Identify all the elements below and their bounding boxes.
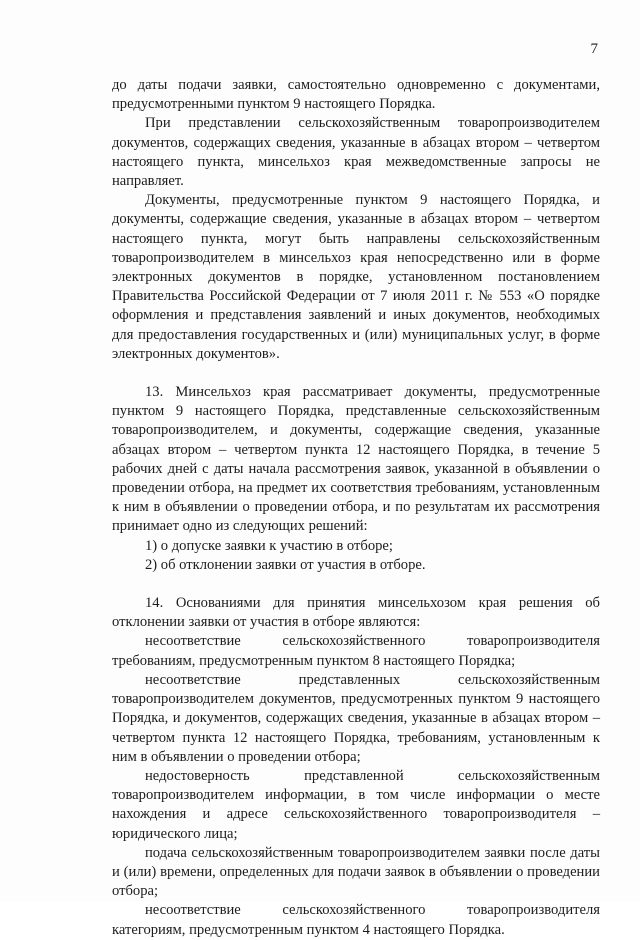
paragraph-continuation: до даты подачи заявки, самостоятельно одновременно с документами, предусмотренными пунктом 9 настоящего Порядка.: [112, 77, 600, 113]
paragraph-item-13: 13. Минсельхоз края рассматривает документы, предусмотренные пунктом 9 настоящего Порядка, представленные сельскохозяйственным товаропроизводителем, и документы, содержащие сведения, указанные абзацах втором – четвертом пункта 12 настоящего Порядка, в течение 5 рабочих дней с даты начала рассмотрения заявок, указанной в объявлении о проведении отбора, на предмет их соответствия требованиям, установленным к ним в объявлении о проведении отбора, и по результатам их рассмотрения принимает одно из следующих решений:: [112, 384, 600, 535]
paragraph-electronic-submission: Документы, предусмотренные пунктом 9 настоящего Порядка, и документы, содержащие сведения, указанные в абзацах втором – четвертом настоящего пункта, могут быть направлены сельскохозяйственным товаропроизводителем в минсельхоз края непосредственно или в форме электронных документов в порядке, установленном постановлением Правительства Российской Федерации от 7 июля 2011 г. № 553 «О порядке оформления и представления заявлений и иных документов, необходимых для предоставления государственных и (или) муниципальных услуг, в форме электронных документов».: [112, 192, 600, 362]
paragraph-item-14: 14. Основаниями для принятия минсельхозом края решения об отклонении заявки от участия в отборе являются:: [112, 595, 600, 631]
paragraph-ground-late-submission: подача сельскохозяйственным товаропроизводителем заявки после даты и (или) времени, определенных для подачи заявок в объявлении о проведении отбора;: [112, 844, 600, 900]
paragraph-ground-requirements: несоответствие сельскохозяйственного товаропроизводителя требованиям, предусмотренным пунктом 8 настоящего Порядка;: [112, 633, 600, 669]
paragraph-no-requests: При представлении сельскохозяйственным товаропроизводителем документов, содержащих сведения, указанные в абзацах втором – четвертом настоящего пункта, минсельхоз края межведомственные запросы не направляет.: [112, 115, 600, 190]
paragraph-decision-admit: 1) о допуске заявки к участию в отборе;: [145, 537, 393, 554]
paragraph-ground-category: несоответствие сельскохозяйственного товаропроизводителя категориям, предусмотренным пунктом 4 настоящего Порядка.: [112, 902, 600, 938]
document-body: [112, 76, 600, 940]
page-number: 7: [590, 41, 598, 57]
paragraph-ground-unreliable-info: недостоверность представленной сельскохозяйственным товаропроизводителем информации, в том числе информации о месте нахождения и адресе сельскохозяйственного товаропроизводителя – юридического лица;: [112, 767, 600, 842]
paragraph-decision-reject: 2) об отклонении заявки от участия в отборе.: [145, 556, 426, 573]
paragraph-ground-documents: несоответствие представленных сельскохозяйственным товаропроизводителем документов, предусмотренных пунктом 9 настоящего Порядка, и документов, содержащих сведения, указанные в абзацах втором – четвертом пункта 12 настоящего Порядка, требованиям, установленным к ним в объявлении о проведении отбора;: [112, 671, 600, 765]
